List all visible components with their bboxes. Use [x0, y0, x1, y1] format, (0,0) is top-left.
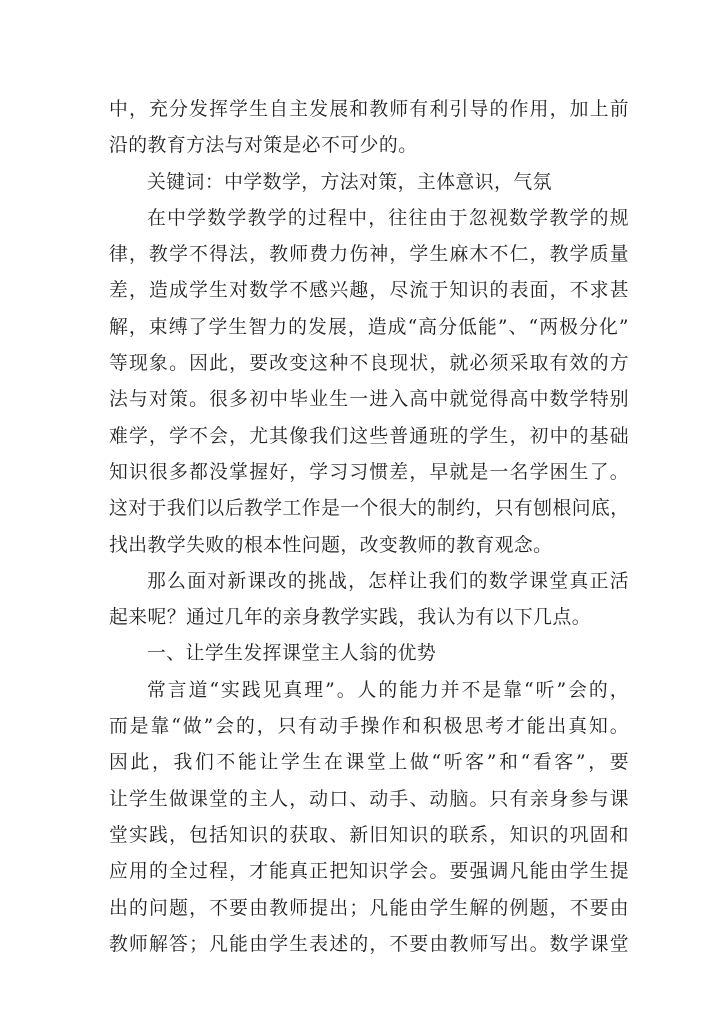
text-line: 堂实践，包括知识的获取、新旧知识的联系，知识的巩固和 [109, 824, 629, 846]
text-line: 起来呢？通过几年的亲身教学实践，我认为有以下几点。 [109, 607, 592, 629]
text-line: 差，造成学生对数学不感兴趣，尽流于知识的表面，不求甚 [109, 280, 629, 302]
text-line: 等现象。因此，要改变这种不良现状，就必须采取有效的方 [109, 353, 629, 375]
text-line: 教师解答；凡能由学生表述的，不要由教师写出。数学课堂 [109, 933, 629, 955]
text-line: 知识很多都没掌握好，学习习惯差，早就是一名学困生了。 [109, 461, 629, 483]
text-line: 律，教学不得法，教师费力伤神，学生麻木不仁，教学质量 [109, 244, 629, 266]
text-line: 在中学数学教学的过程中，往往由于忽视数学教学的规 [147, 207, 629, 229]
body-text [109, 92, 629, 963]
text-line: 沿的教育方法与对策是必不可少的。 [109, 135, 418, 157]
text-line: 法与对策。很多初中毕业生一进入高中就觉得高中数学特别 [109, 389, 629, 411]
text-line: 应用的全过程，才能真正把知识学会。要强调凡能由学生提 [109, 861, 629, 883]
text-line: 常言道“实践见真理”。人的能力并不是靠“听”会的， [147, 679, 629, 701]
keywords-line: 关键词：中学数学，方法对策，主体意识，气氛 [147, 171, 552, 193]
text-line: 让学生做课堂的主人，动口、动手、动脑。只有亲身参与课 [109, 788, 629, 810]
section-heading: 一、让学生发挥课堂主人翁的优势 [147, 643, 437, 665]
text-line: 中，充分发挥学生自主发展和教师有利引导的作用，加上前 [109, 99, 629, 120]
text-line: 因此，我们不能让学生在课堂上做“听客”和“看客”，要 [109, 752, 629, 774]
text-line: 出的问题，不要由教师提出；凡能由学生解的例题，不要由 [109, 897, 629, 919]
text-line: 这对于我们以后教学工作是一个很大的制约，只有刨根问底， [109, 498, 630, 520]
text-line: 难学，学不会，尤其像我们这些普通班的学生，初中的基础 [109, 425, 629, 447]
text-line: 找出教学失败的根本性问题，改变教师的教育观念。 [109, 534, 553, 556]
text-line: 那么面对新课改的挑战，怎样让我们的数学课堂真正活 [147, 570, 629, 592]
text-line: 解，束缚了学生智力的发展，造成“高分低能”、“两极分化” [109, 316, 629, 338]
text-line: 而是靠“做”会的，只有动手操作和积极思考才能出真知。 [109, 716, 629, 738]
